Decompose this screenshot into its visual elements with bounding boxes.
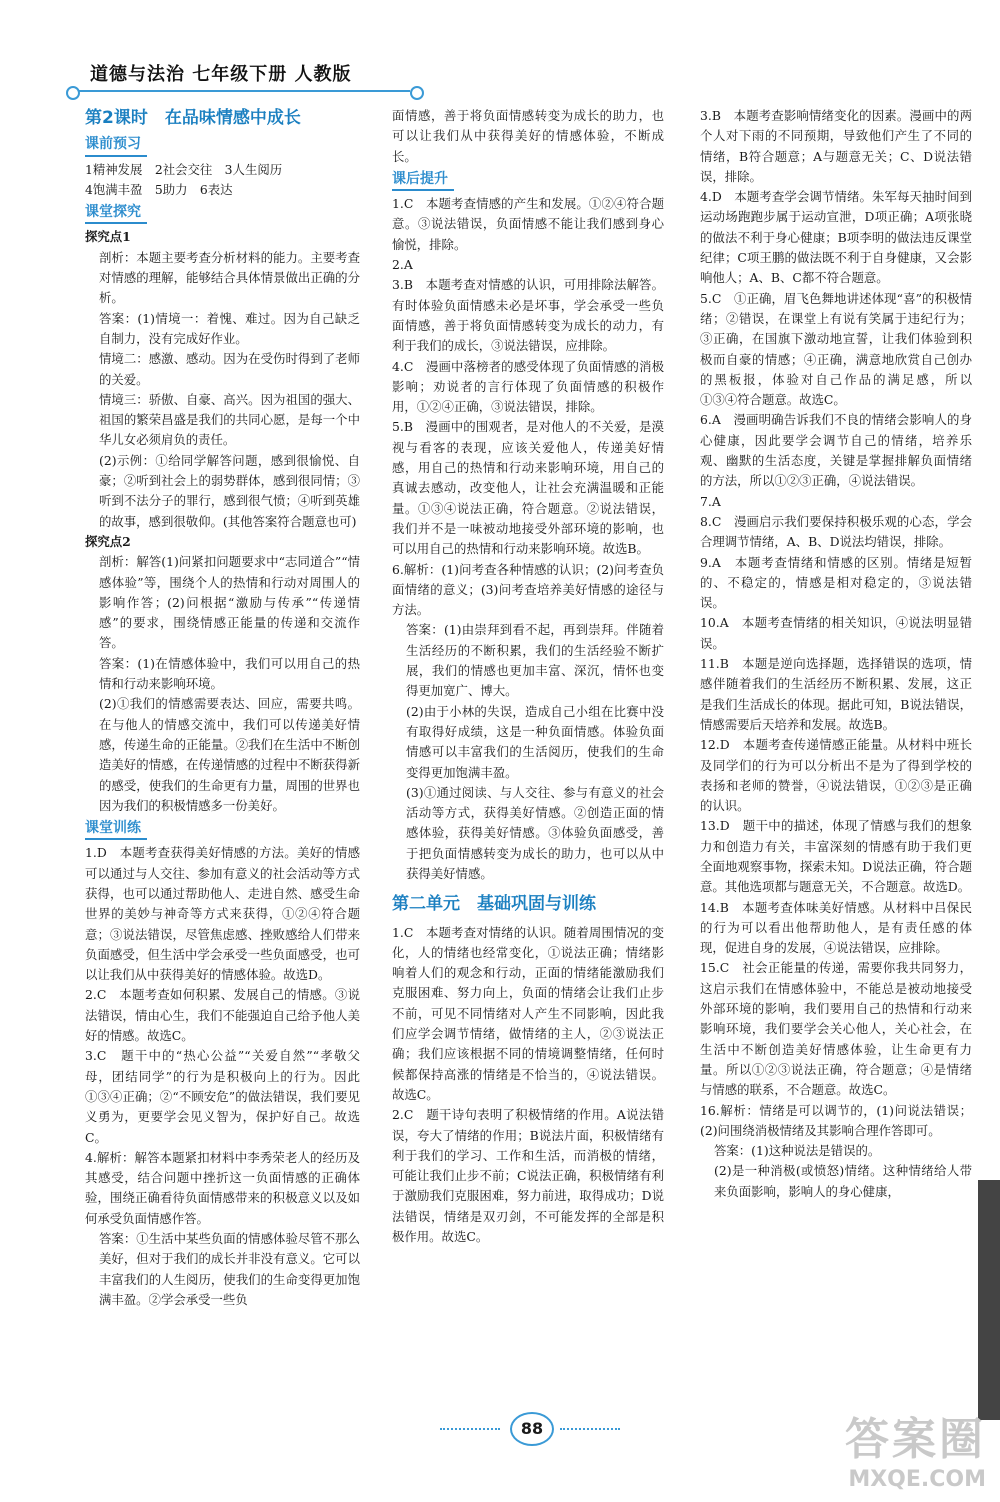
after-q3: 3.B 本题考查对情感的认识，可用排除法解答。有时体验负面情感未必是坏事，学会承受一些负面情感，善于将负面情感转变为成长的动力，有利于我们的成长，③说法错误，应排除。 <box>392 277 664 354</box>
training-q4-answer: 答案：①生活中某些负面的情感体验尽管不那么美好，但对于我们的成长并非没有意义。它可以丰富我们的人生阅历，使我们的生命变得更加饱满丰盈。②学会承受一些负 <box>99 1231 360 1307</box>
watermark-logo: 答案圈 <box>845 1414 986 1465</box>
preview-line-2: 4饱满丰盈 5助力 6表达 <box>85 181 233 197</box>
page-header <box>70 40 430 98</box>
watermark <box>845 1403 986 1492</box>
page-number: 88 <box>510 1412 554 1446</box>
footer-dots-right <box>560 1428 620 1430</box>
after-q5: 5.B 漫画中的围观者，是对他人的不关爱，是漠视与看客的表现，应该关爱他人，传递美好情感，用自己的热情和行动来影响环境，用自己的真诚去感动，改变他人，让社会充满温暖和正能量。①③④说法正确，符合题意。②说法错误，我们并不是一味被动地接受外部环境的影响，也可以用自己的热情和行动来影响环境。故选B。 <box>392 419 664 557</box>
explore-analysis-1: 剖析：本题主要考查分析材料的能力。主要考查对情感的理解，能够结合具体情景做出正确的分析。 <box>99 249 360 306</box>
footer-dots-left <box>440 1428 500 1430</box>
preview-line-1: 1精神发展 2社会交往 3人生阅历 <box>85 161 283 177</box>
column-right <box>700 106 972 1202</box>
unit-q3: 3.B 本题考查影响情绪变化的因素。漫画中的两个人对下雨的不同预期，导致他们产生了不同的情绪，B符合题意；A与题意无关；C、D说法错误，排除。 <box>700 108 972 184</box>
after-q1: 1.C 本题考查情感的产生和发展。①②④符合题意。③说法错误，负面情感不能让我们感到身心愉悦，排除。 <box>392 196 664 252</box>
edge-tab <box>978 1180 1000 1420</box>
header-dot-left <box>66 86 80 100</box>
unit-q9: 9.A 本题考查情绪和情感的区别。情绪是短暂的、不稳定的，情感是相对稳定的，③说法错误。 <box>700 554 972 611</box>
training-q4: 4.解析：解答本题紧扣材料中李秀荣老人的经历及其感受，结合问题中挫折这一负面情感的正确体验，围绕正确看待负面情感带来的积极意义以及如何承受负面情感作答。 <box>85 1149 360 1226</box>
section-preview: 课前预习 <box>85 134 147 156</box>
unit-q15: 15.C 社会正能量的传递，需要你我共同努力，这启示我们在情感体验中，不能总是被动地接受外部环境的影响，我们要用自己的热情和行动来影响环境，我们要学会关心他人，关心社会，在生活中不断创造美好情感体验，让生命更有力量。所以①②③说法正确，符合题意；④是情绪与情感的联系，不合题意。故选C。 <box>700 960 972 1098</box>
unit-q12: 12.D 本题考查传递情感正能量。从材料中班长及同学们的行为可以分析出不是为了得到学校的表扬和老师的赞誉，④说法错误，①②③是正确的认识。 <box>700 737 972 814</box>
explore-answer-2: 答案：(1)在情感体验中，我们可以用自己的热情和行动来影响环境。 <box>99 655 360 692</box>
after-q6: 6.解析：(1)问考查各种情感的认识；(2)问考查负面情绪的意义；(3)问考查培养美好情感的途径与方法。 <box>392 561 664 618</box>
unit-q13: 13.D 题干中的描述，体现了情感与我们的想象力和创造力有关，丰富深刻的情感有助于我们更全面地观察事物，探索未知。D说法正确，符合题意。其他选项都与题意无关，不合题意。故选D。 <box>700 818 972 895</box>
explore-analysis-2: 剖析：解答(1)问紧扣问题要求中“志同道合”“情感体验”等，围绕个人的热情和行动对周围人的影响作答；(2)问根据“激励与传承”“传递情感”的要求，围绕情感正能量的传递和交流作答。 <box>99 554 360 651</box>
unit-q10: 10.A 本题考查情绪的相关知识，④说法明显错误。 <box>700 615 972 651</box>
unit-q7: 7.A <box>700 493 721 509</box>
unit-q5: 5.C ①正确，眉飞色舞地讲述体现“喜”的积极情绪；②错误，在课堂上有说有笑属于违纪行为；③正确，在国旗下激动地宣誓，让我们体验到积极而自豪的情感；④正确，满意地欣赏自己创办的黑板报，体验对自己作品的满足感，所以①③④符合题意。故选C。 <box>700 290 972 408</box>
unit-q2: 2.C 题干诗句表明了积极情绪的作用。A说法错误，夸大了情绪的作用；B说法片面，积极情绪有利于我们的学习、工作和生活，而消极的情绪，可能让我们止步不前；C说法正确，积极情绪有利于激励我们克服困难，努力前进，取得成功；D说法错误，情绪是双刃剑，不可能发挥的全部是积极作用。故选C。 <box>392 1107 664 1245</box>
explore-point-1: 探究点1 <box>85 229 131 245</box>
explore-answer-1: 答案：(1)情境一：着愧、难过。因为自己缺乏自制力，没有完成好作业。 <box>99 310 360 346</box>
unit-q16: 16.解析：情绪是可以调节的，(1)问说法错误；(2)问围绕消极情绪及其影响合理作答即可。 <box>700 1102 972 1138</box>
training-q1: 1.D 本题考查获得美好情感的方法。美好的情感可以通过与人交往、参加有意义的社会活动等方式获得，也可以通过帮助他人、走进自然、感受生命世界的美妙与神奇等方式来获得，①②④符合题意；③说法错误，尽管焦虑感、挫败感给人们带来负面感受，但生活中学会承受一些负面感受，也可以让我们从中获得美好的情感体验。故选D。 <box>85 845 360 983</box>
after-q6-answer-1: 答案：(1)由崇拜到看不起，再到崇拜。伴随着生活经历的不断积累，我们的生活经验不断扩展，我们的情感也更加丰富、深沉，情怀也变得更加宽广、博大。 <box>406 622 664 699</box>
after-q6-answer-2: (2)由于小林的失误，造成自己小组在比赛中没有取得好成绩，这是一种负面情感。体验负面情感可以丰富我们的生活阅历，使我们的生命变得更加饱满丰盈。 <box>406 703 664 780</box>
section-after-class: 课后提升 <box>392 169 454 191</box>
unit-q4: 4.D 本题考查学会调节情绪。朱军每天抽时间到运动场跑跑步属于运动宣泄，D项正确；A项张晓的做法不利于身心健康；B项李明的做法违反课堂纪律；C项王鹏的做法既不利于自身健康，又会影响他人；A、B、C都不符合题意。 <box>700 189 972 286</box>
column-left <box>85 106 360 1310</box>
unit-q6: 6.A 漫画明确告诉我们不良的情绪会影响人的身心健康，因此要学会调节自己的情绪，培养乐观、幽默的生活态度，关键是掌握排解负面情绪的方法，所以①②③正确，④说法错误。 <box>700 412 972 489</box>
after-q2: 2.A <box>392 257 413 273</box>
unit-q11: 11.B 本题是逆向选择题，选择错误的选项，情感伴随着我们的生活经历不断积累、发展，这正是我们生活成长的体现。据此可知，B说法错误，情感需要后天培养和发展。故选B。 <box>700 656 972 732</box>
unit-q16-answer-2: (2)是一种消极(或愤怒)情绪。这种情绪给人带来负面影响，影响人的身心健康， <box>714 1163 972 1199</box>
after-q4: 4.C 漫画中落榜者的感受体现了负面情感的消极影响；劝说者的言行体现了负面情感的积极作用，①②④正确，③说法错误，排除。 <box>392 358 664 415</box>
section-explore: 课堂探究 <box>85 202 147 224</box>
unit-q1: 1.C 本题考查对情绪的认识。随着周围情况的变化，人的情绪也经常变化，①说法正确；情绪影响着人们的观念和行动，正面的情绪能激励我们克服困难、努力向上，负面的情绪会让我们止步不前，可见不同情绪对人产生不同影响，因此我们应学会调节情绪，做情绪的主人，②③说法正确；我们应该根据不同的情境调整情绪，任何时候都保持高涨的情绪是不恰当的，④说法错误。故选C。 <box>392 924 664 1102</box>
training-q2: 2.C 本题考查如何积累、发展自己的情感。③说法错误，情由心生，我们不能强迫自己给予他人美好的情感。故选C。 <box>85 987 360 1044</box>
explore-answer-1b: 情境二：感激、感动。因为在受伤时得到了老师的关爱。 <box>99 351 360 387</box>
unit-title: 第二单元 基础巩固与训练 <box>392 894 596 915</box>
header-dot-right <box>410 86 424 100</box>
header-rule <box>70 90 410 92</box>
training-q3: 3.C 题干中的“热心公益”“关爱自然”“孝敬父母，团结同学”的行为是积极向上的行为。因此①③④正确；②“不顾安危”的做法错误，我们要见义勇为，更要学会见义智为，保护好自己。故选C。 <box>85 1048 360 1145</box>
book-title: 道德与法治 七年级下册 人教版 <box>90 64 352 85</box>
explore-answer-2b: (2)①我们的情感需要表达、回应，需要共鸣。在与他人的情感交流中，我们可以传递美好情感，传递生命的正能量。②我们在生活中不断创造美好的情感，在传递情感的过程中不断获得新的感受，使我们的生命更有力量，周围的世界也因为我们的积极情感多一份美好。 <box>99 696 360 813</box>
continued-text: 面情感，善于将负面情感转变为成长的助力，也可以让我们从中获得美好的情感体验，不断成长。 <box>392 108 664 164</box>
watermark-url: MXQE.COM <box>848 1467 986 1492</box>
page-footer <box>440 1408 620 1448</box>
explore-point-2: 探究点2 <box>85 533 131 549</box>
unit-q8: 8.C 漫画启示我们要保持积极乐观的心态，学会合理调节情绪，A、B、D说法均错误，排除。 <box>700 513 972 550</box>
column-middle <box>392 106 664 1247</box>
after-q6-answer-3: (3)①通过阅读、与人交往、参与有意义的社会活动等方式，获得美好情感。②创造正面的情感体验，获得美好情感。③体验负面感受，善于把负面情感转变为成长的助力，也可以从中获得美好情感。 <box>406 784 664 881</box>
explore-answer-1d: (2)示例：①给同学解答问题，感到很愉悦、自豪；②听到社会上的弱势群体，感到很同情；③听到不法分子的罪行，感到很气愤；④听到英雄的故事，感到很敬仰。(其他答案符合题意也可) <box>99 452 360 529</box>
section-class-training: 课堂训练 <box>85 818 147 840</box>
unit-q16-answer-1: 答案：(1)这种说法是错误的。 <box>714 1143 881 1159</box>
lesson-title: 第2课时 在品味情感中成长 <box>85 108 301 128</box>
unit-q14: 14.B 本题考查体味美好情感。从材料中吕保民的行为可以看出他帮助他人，是有责任感的体现，促进自身的发展，④说法错误，应排除。 <box>700 899 972 956</box>
explore-answer-1c: 情境三：骄傲、自豪、高兴。因为祖国的强大、祖国的繁荣昌盛是我们的共同心愿，是每一个中华儿女必须肩负的责任。 <box>99 391 360 448</box>
